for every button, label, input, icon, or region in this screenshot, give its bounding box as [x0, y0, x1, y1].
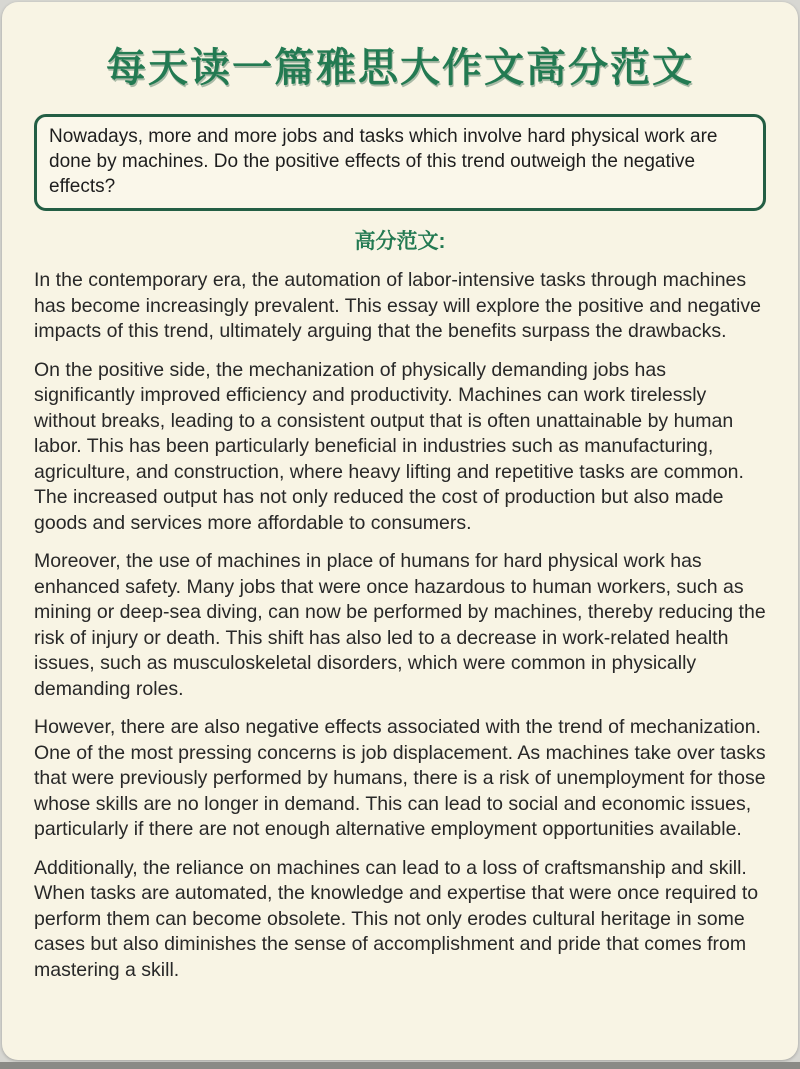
- essay-prompt-box: [34, 114, 766, 211]
- page-title: 每天读一篇雅思大作文高分范文: [106, 46, 694, 90]
- essay-paragraph-4: However, there are also negative effects associated with the trend of mechanization. One of the most pressing concerns is job displacement. As machines take over tasks that were previously performed by humans, there is a risk of unemployment for those whose skills are no longer in demand. This can lead to social and economic issues, particularly if there are not enough alternative employment opportunities available.: [34, 716, 766, 840]
- bottom-edge-strip: [0, 1062, 800, 1069]
- essay-paragraph-5: Additionally, the reliance on machines can lead to a loss of craftsmanship and skill. When tasks are automated, the knowledge and expertise that were once required to perform them can become obsolete. This not only erodes cultural heritage in some cases but also diminishes the sense of accomplishment and pride that comes from mastering a skill.: [34, 856, 759, 981]
- essay-paragraph-3: Moreover, the use of machines in place of humans for hard physical work has enhanced safety. Many jobs that were once hazardous to human workers, such as mining or deep-sea diving, can now be performed by machines, thereby reducing the risk of injury or death. This shift has also led to a decrease in work-related health issues, such as musculoskeletal disorders, which were common in physically demanding roles.: [34, 550, 766, 700]
- section-heading: 高分范文:: [354, 230, 446, 253]
- essay-paragraph-1: In the contemporary era, the automation of labor-intensive tasks through machines has become increasingly prevalent. This essay will explore the positive and negative impacts of this trend, ultimately arguing that the benefits surpass the drawbacks.: [34, 269, 761, 342]
- essay-prompt-text: Nowadays, more and more jobs and tasks which involve hard physical work are done by machines. Do the positive effects of this trend outweigh the negative effects?: [49, 126, 718, 197]
- essay-paragraph-2: On the positive side, the mechanization of physically demanding jobs has significantly improved efficiency and productivity. Machines can work tirelessly without breaks, leading to a consistent output that is often unattainable by human labor. This has been particularly beneficial in industries such as manufacturing, agriculture, and construction, where heavy lifting and repetitive tasks are common. The increased output has not only reduced the cost of production but also made goods and services more affordable to consumers.: [34, 358, 744, 534]
- essay-body: [34, 268, 766, 983]
- essay-card: [2, 2, 798, 1060]
